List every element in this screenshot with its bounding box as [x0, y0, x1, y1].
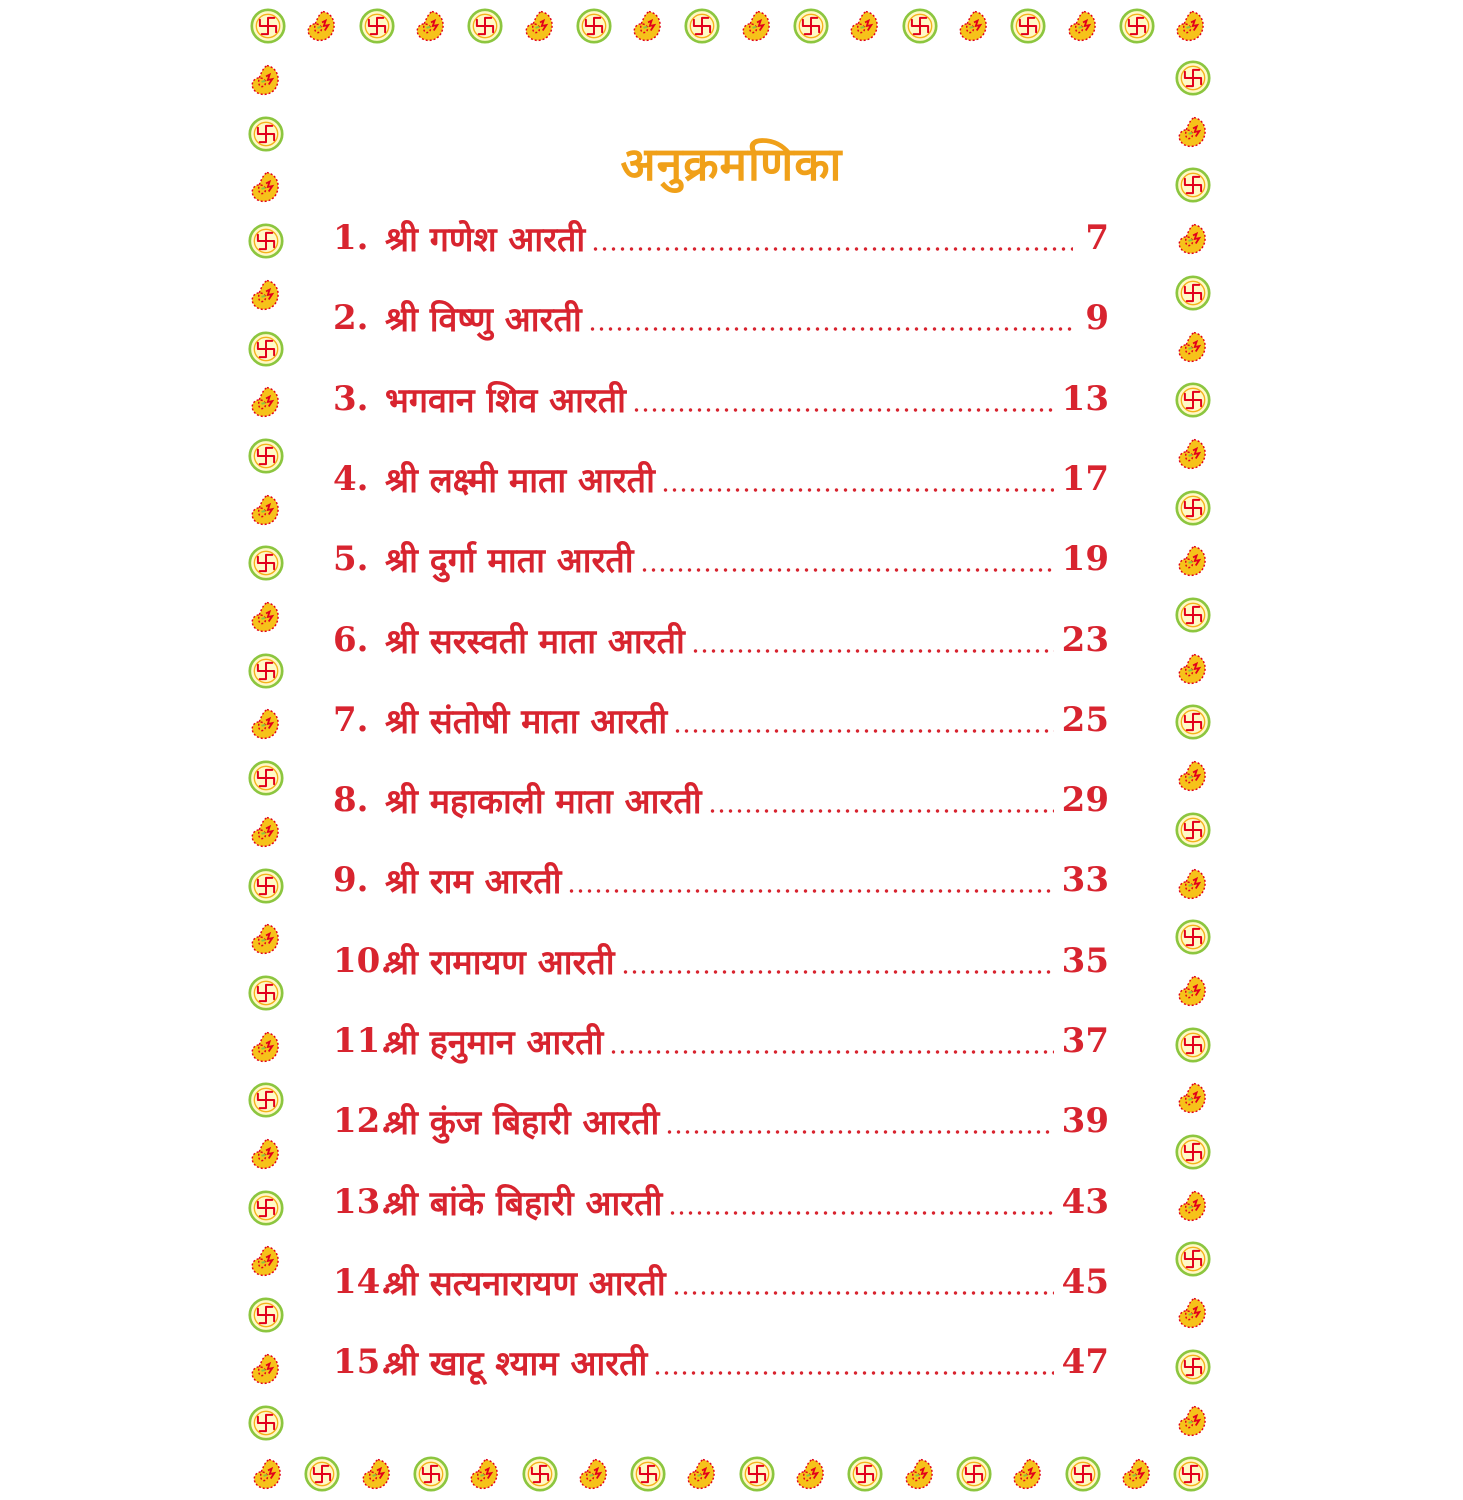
swastika-medallion-icon: [248, 1190, 284, 1226]
paisley-motif-icon: [1173, 8, 1209, 44]
swastika-medallion-icon: [250, 8, 286, 44]
swastika-medallion-icon: [248, 868, 284, 904]
paisley-motif-icon: [1175, 866, 1211, 902]
paisley-motif-icon: [522, 8, 558, 44]
paisley-motif-icon: [1175, 758, 1211, 794]
swastika-medallion-icon: [1175, 597, 1211, 633]
swastika-medallion-icon: [956, 1456, 992, 1492]
entry-title: श्री सत्यनारायण आरती: [385, 1263, 666, 1304]
paisley-motif-icon: [1065, 8, 1101, 44]
paisley-motif-icon: [576, 1456, 612, 1492]
paisley-motif-icon: [304, 8, 340, 44]
dot-leader: [588, 327, 1073, 331]
entry-title: श्री कुंज बिहारी आरती: [385, 1103, 660, 1144]
swastika-medallion-icon: [359, 8, 395, 44]
entry-title: श्री महाकाली माता आरती: [385, 782, 702, 823]
entry-page-number: 25: [1061, 699, 1109, 740]
swastika-medallion-icon: [902, 8, 938, 44]
toc-entry[interactable]: [333, 770, 1109, 830]
toc-entry[interactable]: [333, 610, 1109, 670]
paisley-motif-icon: [250, 1456, 286, 1492]
swastika-medallion-icon: [1010, 8, 1046, 44]
entry-number: 2.: [333, 298, 369, 339]
paisley-motif-icon: [248, 706, 284, 742]
page-title: अनुक्रमणिका: [620, 137, 843, 191]
dot-leader: [661, 488, 1054, 492]
swastika-medallion-icon: [1175, 1241, 1211, 1277]
paisley-motif-icon: [1175, 1080, 1211, 1116]
dot-leader: [567, 889, 1053, 893]
swastika-medallion-icon: [248, 545, 284, 581]
paisley-motif-icon: [248, 1136, 284, 1172]
paisley-motif-icon: [1010, 1456, 1046, 1492]
swastika-medallion-icon: [522, 1456, 558, 1492]
toc-entry[interactable]: [333, 1011, 1109, 1071]
entry-number: 12.: [333, 1101, 393, 1142]
dot-leader: [609, 1050, 1053, 1054]
paisley-motif-icon: [684, 1456, 720, 1492]
entry-number: 6.: [333, 619, 369, 660]
paisley-motif-icon: [1119, 1456, 1155, 1492]
dot-leader: [653, 1371, 1053, 1375]
dot-leader: [691, 649, 1054, 653]
dot-leader: [665, 1130, 1053, 1134]
entry-title: श्री राम आरती: [385, 862, 562, 903]
entry-number: 5.: [333, 539, 369, 580]
entry-page-number: 37: [1061, 1021, 1109, 1061]
entry-number: 3.: [333, 378, 369, 419]
dot-leader: [621, 970, 1054, 974]
swastika-medallion-icon: [1175, 1134, 1211, 1170]
swastika-medallion-icon: [684, 8, 720, 44]
entry-number: 9.: [333, 860, 369, 901]
entry-title: श्री संतोषी माता आरती: [385, 701, 668, 742]
swastika-medallion-icon: [248, 975, 284, 1011]
paisley-motif-icon: [248, 1243, 284, 1279]
entry-title: श्री सरस्वती माता आरती: [385, 621, 685, 662]
entry-title: श्री रामायण आरती: [385, 942, 615, 983]
paisley-motif-icon: [248, 599, 284, 635]
paisley-motif-icon: [248, 277, 284, 313]
swastika-medallion-icon: [1173, 1456, 1209, 1492]
toc-entry[interactable]: [333, 208, 1109, 268]
paisley-motif-icon: [413, 8, 449, 44]
paisley-motif-icon: [248, 492, 284, 528]
paisley-motif-icon: [847, 8, 883, 44]
entry-page-number: 29: [1061, 780, 1109, 821]
entry-number: 8.: [333, 780, 369, 821]
swastika-medallion-icon: [248, 438, 284, 474]
paisley-motif-icon: [248, 384, 284, 420]
entry-title: श्री गणेश आरती: [385, 220, 586, 260]
dot-leader: [632, 408, 1054, 412]
paisley-motif-icon: [1175, 436, 1211, 472]
paisley-motif-icon: [1175, 329, 1211, 365]
dot-leader: [672, 1291, 1054, 1295]
swastika-medallion-icon: [248, 1082, 284, 1118]
paisley-motif-icon: [630, 8, 666, 44]
swastika-medallion-icon: [630, 1456, 666, 1492]
swastika-medallion-icon: [304, 1456, 340, 1492]
swastika-medallion-icon: [1175, 60, 1211, 96]
entry-page-number: 9: [1085, 298, 1109, 339]
entry-number: 15.: [333, 1342, 393, 1383]
paisley-motif-icon: [248, 62, 284, 98]
paisley-motif-icon: [1175, 221, 1211, 257]
paisley-motif-icon: [956, 8, 992, 44]
entry-title: श्री विष्णु आरती: [385, 300, 582, 341]
swastika-medallion-icon: [1065, 1456, 1101, 1492]
swastika-medallion-icon: [413, 1456, 449, 1492]
swastika-medallion-icon: [1175, 812, 1211, 848]
entry-title: श्री हनुमान आरती: [385, 1023, 604, 1063]
paisley-motif-icon: [739, 8, 775, 44]
paisley-motif-icon: [248, 1351, 284, 1387]
toc-entry[interactable]: [333, 1252, 1109, 1312]
entry-number: 13.: [333, 1181, 393, 1222]
entry-page-number: 35: [1061, 940, 1109, 981]
swastika-medallion-icon: [1175, 382, 1211, 418]
paisley-motif-icon: [902, 1456, 938, 1492]
swastika-medallion-icon: [1175, 1027, 1211, 1063]
entry-page-number: 47: [1061, 1342, 1109, 1383]
dot-leader: [708, 809, 1054, 813]
entry-page-number: 45: [1061, 1261, 1109, 1302]
toc-entry[interactable]: [333, 1172, 1109, 1232]
paisley-motif-icon: [1175, 543, 1211, 579]
paisley-motif-icon: [248, 921, 284, 957]
swastika-medallion-icon: [248, 1405, 284, 1441]
toc-entry[interactable]: [333, 369, 1109, 429]
swastika-medallion-icon: [248, 760, 284, 796]
toc-entry[interactable]: [333, 1332, 1109, 1392]
entry-title: श्री लक्ष्मी माता आरती: [385, 460, 655, 501]
entry-title: भगवान शिव आरती: [385, 380, 626, 421]
swastika-medallion-icon: [467, 8, 503, 44]
swastika-medallion-icon: [248, 223, 284, 259]
swastika-medallion-icon: [1175, 275, 1211, 311]
swastika-medallion-icon: [1175, 704, 1211, 740]
entry-title: श्री बांके बिहारी आरती: [385, 1183, 663, 1224]
swastika-medallion-icon: [248, 331, 284, 367]
swastika-medallion-icon: [739, 1456, 775, 1492]
toc-entry[interactable]: [333, 690, 1109, 750]
entry-number: 1.: [333, 218, 369, 258]
entry-page-number: 43: [1061, 1181, 1109, 1222]
entry-page-number: 13: [1061, 378, 1109, 419]
swastika-medallion-icon: [1175, 490, 1211, 526]
swastika-medallion-icon: [793, 8, 829, 44]
swastika-medallion-icon: [1119, 8, 1155, 44]
paisley-motif-icon: [1175, 1403, 1211, 1439]
dot-leader: [591, 247, 1073, 251]
paisley-motif-icon: [1175, 1188, 1211, 1224]
entry-page-number: 19: [1061, 539, 1109, 580]
entry-page-number: 23: [1061, 619, 1109, 660]
swastika-medallion-icon: [248, 653, 284, 689]
entry-page-number: 33: [1061, 860, 1109, 901]
paisley-motif-icon: [1175, 651, 1211, 687]
entry-number: 7.: [333, 699, 369, 740]
dot-leader: [668, 1211, 1053, 1215]
entry-page-number: 39: [1061, 1101, 1109, 1142]
entry-number: 4.: [333, 458, 369, 499]
dot-leader: [673, 729, 1053, 733]
toc-entry[interactable]: [333, 1091, 1109, 1151]
swastika-medallion-icon: [248, 1297, 284, 1333]
toc-entry[interactable]: [333, 850, 1109, 910]
paisley-motif-icon: [359, 1456, 395, 1492]
paisley-motif-icon: [248, 814, 284, 850]
paisley-motif-icon: [467, 1456, 503, 1492]
entry-number: 10.: [333, 940, 393, 981]
paisley-motif-icon: [1175, 1295, 1211, 1331]
swastika-medallion-icon: [1175, 919, 1211, 955]
dot-leader: [640, 568, 1054, 572]
entry-title: श्री दुर्गा माता आरती: [385, 541, 634, 582]
paisley-motif-icon: [1175, 973, 1211, 1009]
entry-number: 14.: [333, 1261, 393, 1302]
entry-page-number: 17: [1061, 458, 1109, 499]
paisley-motif-icon: [248, 1029, 284, 1065]
paisley-motif-icon: [793, 1456, 829, 1492]
toc-entry[interactable]: [333, 931, 1109, 991]
toc-entry[interactable]: [333, 529, 1109, 589]
toc-entry[interactable]: [333, 449, 1109, 509]
toc-entry[interactable]: [333, 288, 1109, 348]
entry-number: 11.: [333, 1021, 393, 1061]
swastika-medallion-icon: [847, 1456, 883, 1492]
swastika-medallion-icon: [576, 8, 612, 44]
swastika-medallion-icon: [1175, 1349, 1211, 1385]
entry-page-number: 7: [1085, 218, 1109, 258]
entry-title: श्री खाटू श्याम आरती: [385, 1344, 648, 1385]
